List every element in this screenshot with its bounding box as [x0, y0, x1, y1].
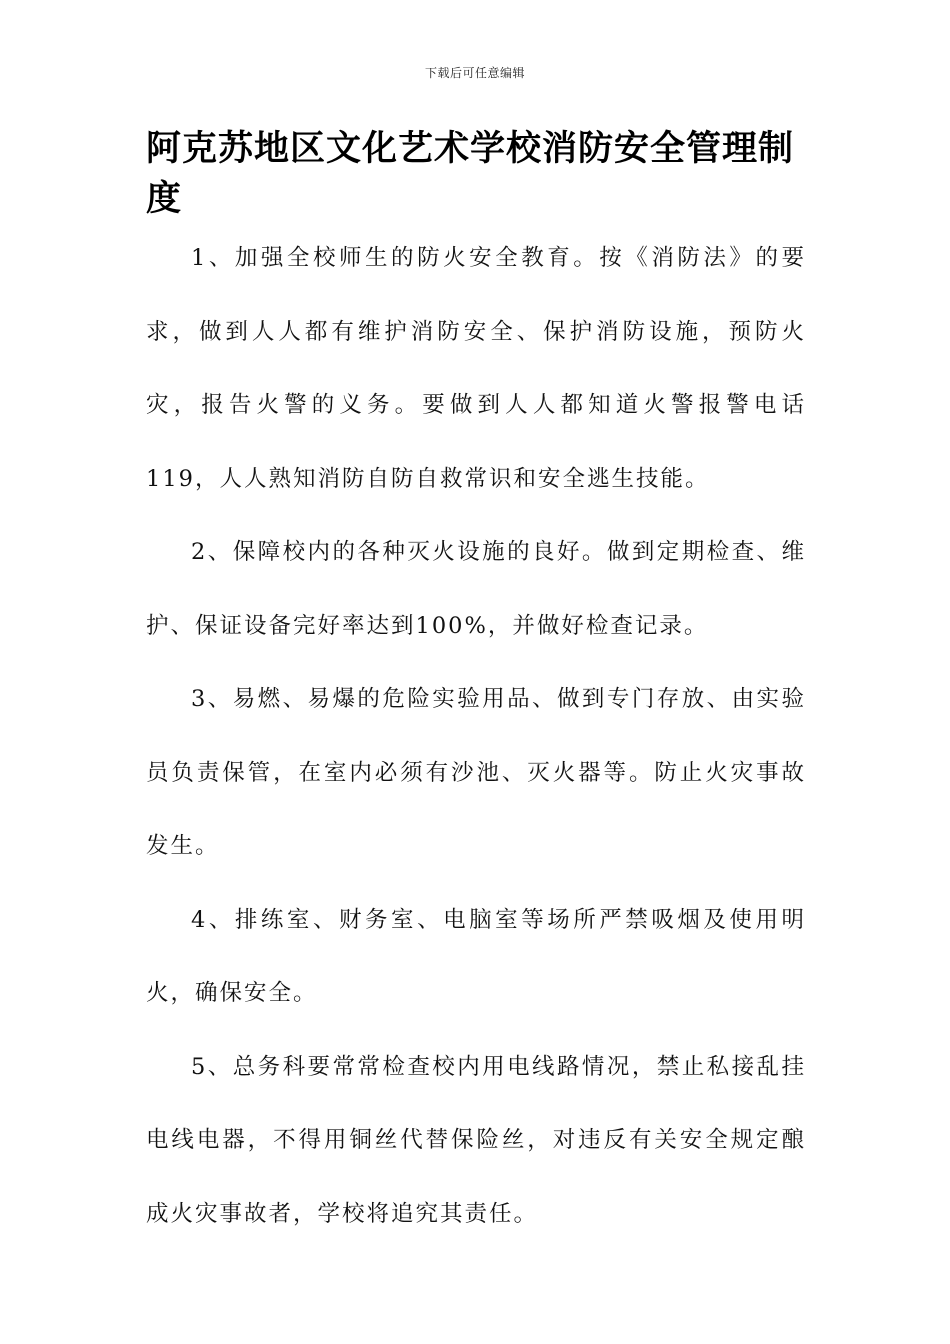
document-title: 阿克苏地区文化艺术学校消防安全管理制度 [146, 129, 795, 219]
document-body [146, 222, 806, 1251]
paragraph-5: 5、总务科要常常检查校内用电线路情况，禁止私接乱挂电线电器，不得用铜丝代替保险丝，对违反有关安全规定酿成火灾事故者，学校将追究其责任。 [146, 1053, 806, 1227]
paragraph-1: 1、加强全校师生的防火安全教育。按《消防法》的要求，做到人人都有维护消防安全、保护消防设施，预防火灾，报告火警的义务。要做到人人都知道火警报警电话119，人人熟知消防自防自救常识和安全逃生技能。 [146, 245, 806, 492]
paragraph-3: 3、易燃、易爆的危险实验用品、做到专门存放、由实验员负责保管，在室内必须有沙池、灭火器等。防止火灾事故发生。 [146, 686, 806, 859]
header-note: 下载后可任意编辑 [424, 66, 525, 80]
paragraph-4: 4、排练室、财务室、电脑室等场所严禁吸烟及使用明火，确保安全。 [146, 906, 806, 1006]
paragraph-2: 2、保障校内的各种灭火设施的良好。做到定期检查、维护、保证设备完好率达到100%，并做好检查记录。 [146, 539, 806, 639]
